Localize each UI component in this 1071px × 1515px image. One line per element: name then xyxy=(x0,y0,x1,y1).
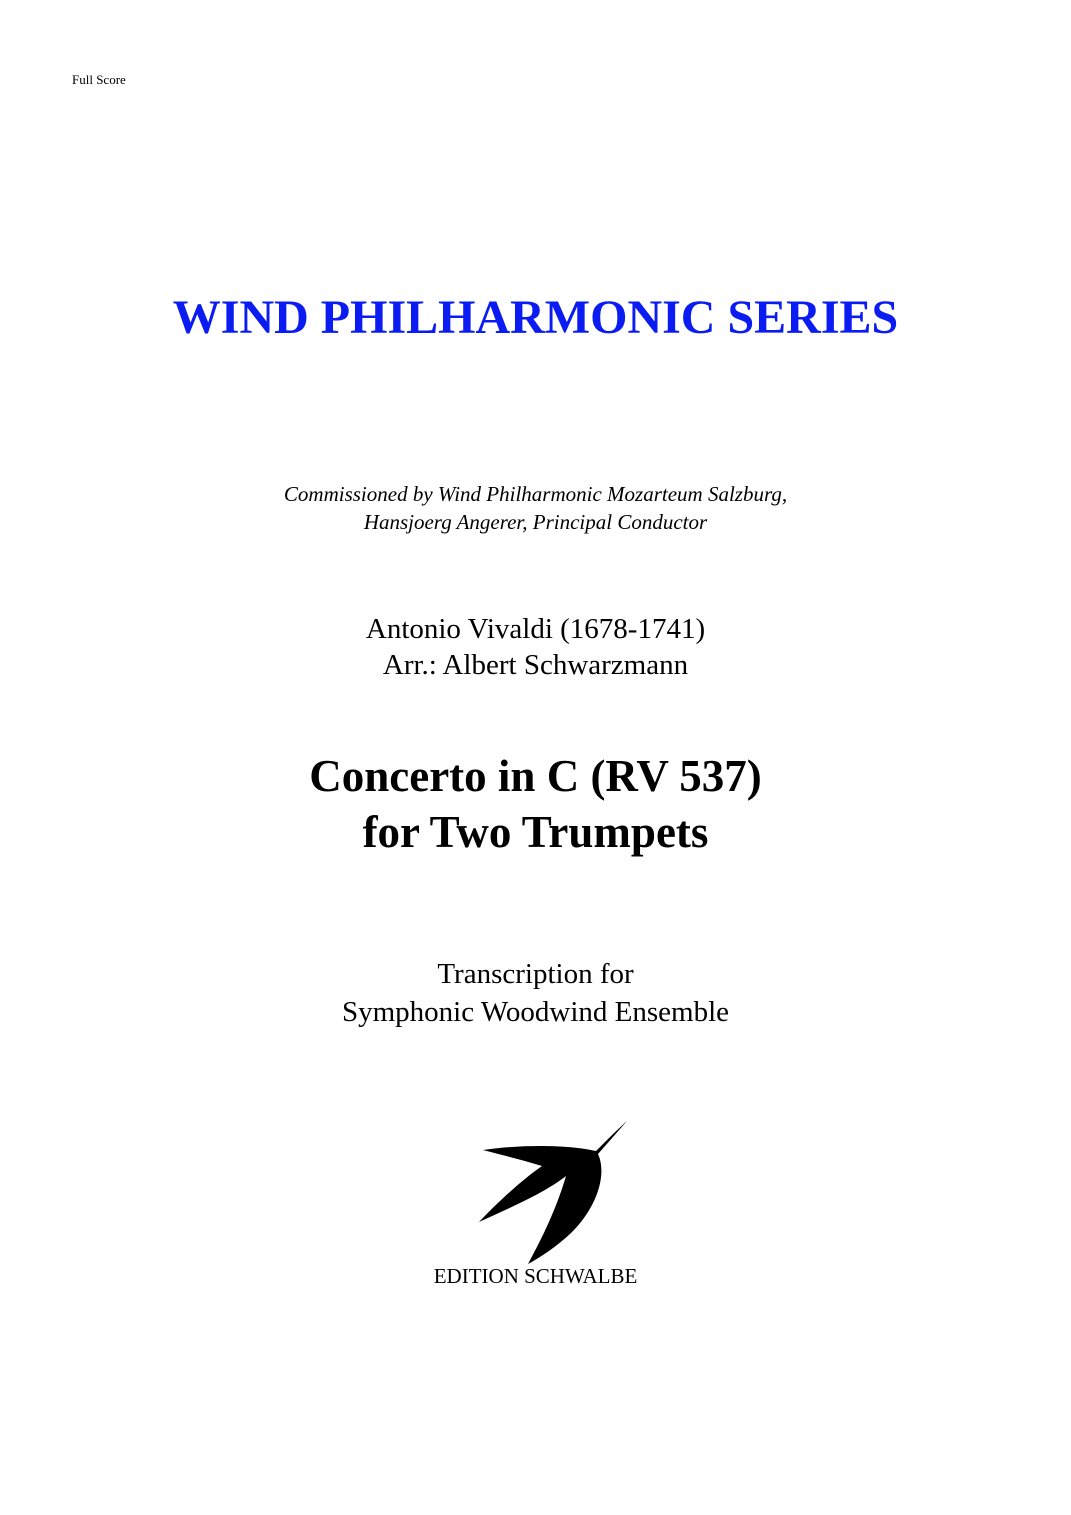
transcription-note xyxy=(0,955,1071,1031)
work-title-line-2: for Two Trumpets xyxy=(362,807,709,857)
work-title-line-1: Concerto in C (RV 537) xyxy=(309,751,762,801)
score-type-label: Full Score xyxy=(72,72,126,87)
commission-line-2: Hansjoerg Angerer, Principal Conductor xyxy=(363,510,708,534)
commission-line-1: Commissioned by Wind Philharmonic Mozarteum Salzburg, xyxy=(283,482,788,506)
series-title: WIND PHILHARMONIC SERIES xyxy=(172,291,899,344)
swallow-logo-icon xyxy=(470,1118,635,1268)
arranger-name: Arr.: Albert Schwarzmann xyxy=(382,649,689,681)
work-title xyxy=(0,748,1071,860)
credits-block xyxy=(0,611,1071,683)
publisher-name: EDITION SCHWALBE xyxy=(433,1264,638,1288)
transcription-line-1: Transcription for xyxy=(437,958,634,990)
transcription-line-2: Symphonic Woodwind Ensemble xyxy=(342,996,729,1028)
commission-note xyxy=(0,480,1071,536)
composer-name: Antonio Vivaldi (1678-1741) xyxy=(365,613,706,645)
